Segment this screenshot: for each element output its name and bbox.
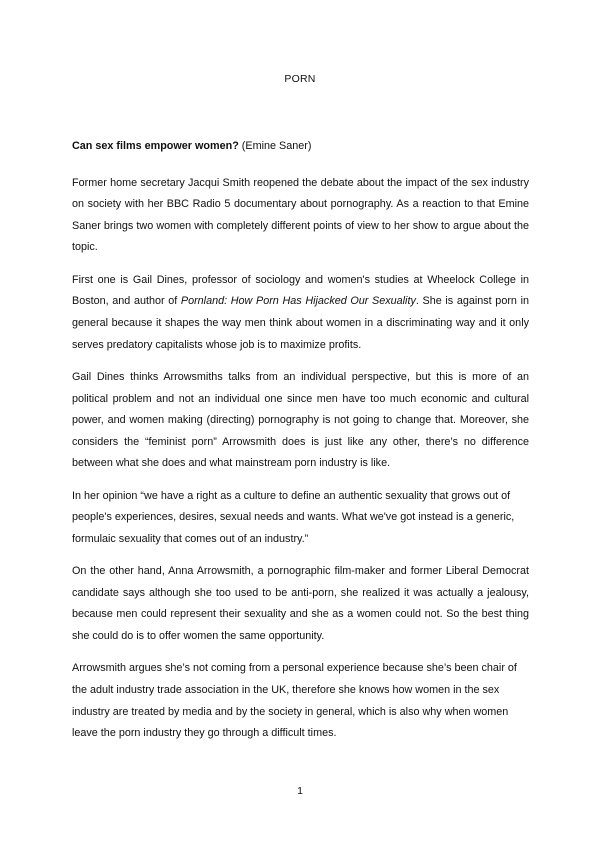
paragraph-3: Gail Dines thinks Arrowsmiths talks from an individual perspective, but this is more of an political problem and not an individual one since men have too much economic and cultural power, and women making (directing) pornography is not going to change that. Moreover, she considers the “feminist porn” Arrowsmith does is just like any other, there’s no difference between what she does and what mainstream porn industry is like. bbox=[72, 370, 529, 470]
paragraph-6: Arrowsmith argues she’s not coming from a personal experience because she’s been chair of the adult industry trade association in the UK, therefore she knows how women in the sex industry are treated by media and by the society in general, which is also why when women leave the porn industry they go through a difficult times. bbox=[72, 662, 517, 740]
article-heading bbox=[72, 136, 529, 158]
page-number: 1 bbox=[297, 785, 303, 797]
article-heading-author: (Emine Saner) bbox=[238, 140, 312, 152]
article-heading-bold: Can sex films empower women? bbox=[72, 140, 239, 152]
paragraph-2-part-2: . She is against porn in general because it shapes the way men think about women in a discriminating way and it only serves predatory capitalists whose job is to maximize profits. bbox=[72, 295, 529, 351]
book-title: Pornland: How Porn Has Hijacked Our Sexuality bbox=[180, 295, 416, 308]
paragraph-1: Former home secretary Jacqui Smith reopened the debate about the impact of the sex industry on society with her BBC Radio 5 documentary about pornography. As a reaction to that Emine Saner brings two women with completely different points of view to her show to argue about the topic. bbox=[72, 176, 529, 254]
paragraph-4: In her opinion “we have a right as a culture to define an authentic sexuality that grows out of people's experiences, desires, sexual needs and wants. What we've got instead is a generic, formulaic sexuality that comes out of an industry.” bbox=[72, 489, 515, 545]
paragraph-2 bbox=[72, 270, 529, 356]
document-body bbox=[72, 136, 529, 756]
paragraph-2-part-1: First one is Gail Dines, professor of sociology and women's studies at Wheelock College in Boston, and author of bbox=[72, 273, 529, 308]
document-title: PORN bbox=[284, 73, 316, 85]
paragraph-5: On the other hand, Anna Arrowsmith, a pornographic film-maker and former Liberal Democrat candidate says although she too used to be anti-porn, she realized it was actually a jealousy, because men could represent their sexuality and she as a women could not. So the best thing she could do is to offer women the same opportunity. bbox=[72, 565, 529, 643]
